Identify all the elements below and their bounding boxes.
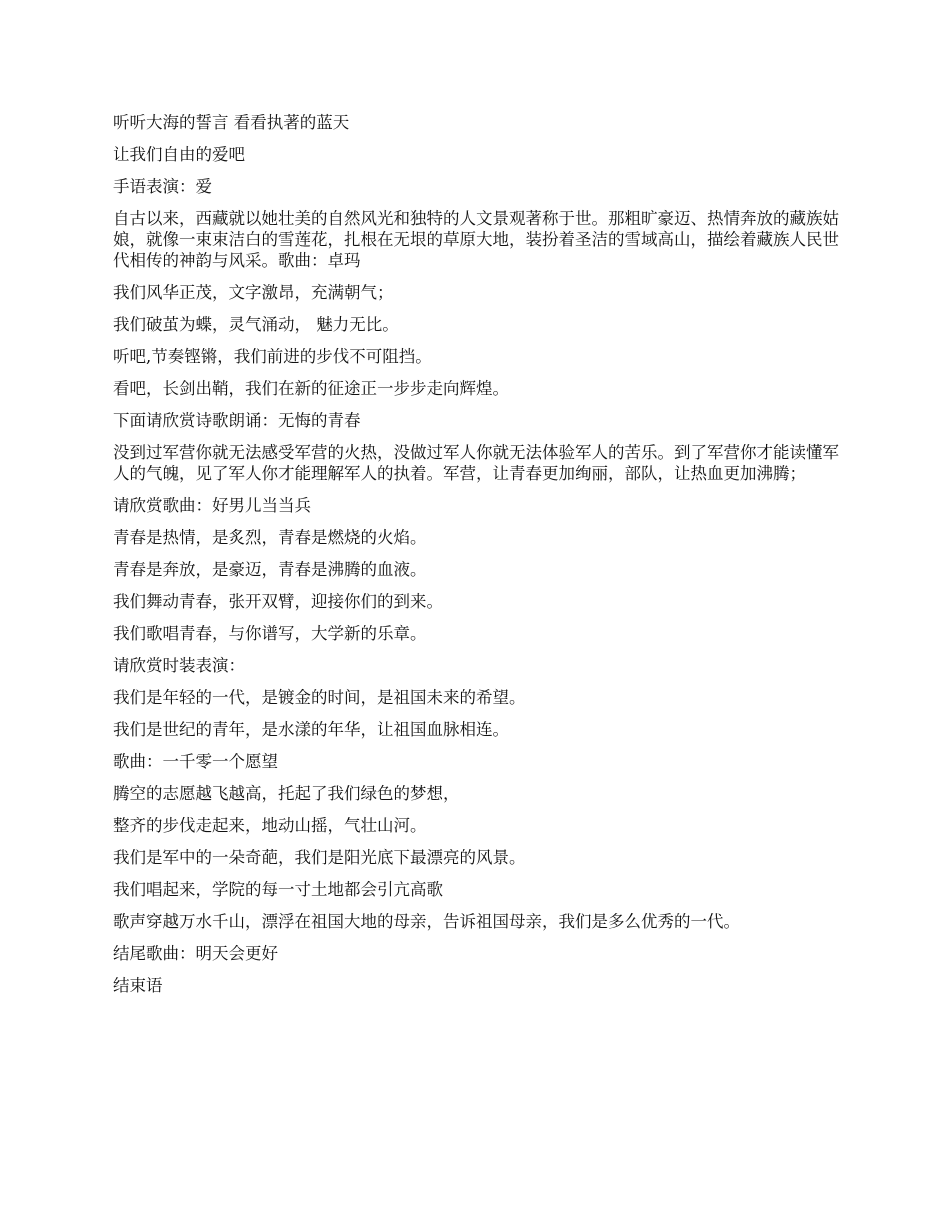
paragraph-11: 请欣赏歌曲：好男儿当当兵 <box>113 496 311 515</box>
paragraph-1: 听听大海的誓言 看看执著的蓝天 <box>113 113 350 132</box>
paragraph-14: 我们舞动青春，张开双臂，迎接你们的到来。 <box>113 592 443 611</box>
paragraph-13: 青春是奔放，是豪迈，青春是沸腾的血液。 <box>113 560 427 579</box>
paragraph-20: 腾空的志愿越飞越高，托起了我们绿色的梦想， <box>113 784 460 803</box>
document-body <box>113 112 843 1007</box>
paragraph-26: 结束语 <box>113 976 163 995</box>
paragraph-12: 青春是热情，是炙烈，青春是燃烧的火焰。 <box>113 528 427 547</box>
paragraph-25: 结尾歌曲：明天会更好 <box>113 944 278 963</box>
paragraph-19: 歌曲：一千零一个愿望 <box>113 752 278 771</box>
paragraph-18: 我们是世纪的青年，是水漾的年华，让祖国血脉相连。 <box>113 720 509 739</box>
paragraph-2: 让我们自由的爱吧 <box>113 145 245 164</box>
paragraph-3: 手语表演：爱 <box>113 177 212 196</box>
paragraph-4: 自古以来，西藏就以她壮美的自然风光和独特的人文景观著称于世。那粗旷豪迈、热情奔放的藏族姑娘，就像一束束洁白的雪莲花，扎根在无垠的草原大地，装扮着圣洁的雪域高山，描绘着藏族人民世代相传的神韵与风采。歌曲：卓玛 <box>113 209 839 270</box>
paragraph-24: 歌声穿越万水千山，漂浮在祖国大地的母亲，告诉祖国母亲，我们是多么优秀的一代。 <box>113 912 740 931</box>
paragraph-7: 听吧,节奏铿锵，我们前进的步伐不可阻挡。 <box>113 347 432 366</box>
paragraph-21: 整齐的步伐走起来，地动山摇，气壮山河。 <box>113 816 427 835</box>
paragraph-16: 请欣赏时装表演： <box>113 656 245 675</box>
paragraph-8: 看吧，长剑出鞘，我们在新的征途正一步步走向辉煌。 <box>113 379 509 398</box>
paragraph-10: 没到过军营你就无法感受军营的火热，没做过军人你就无法体验军人的苦乐。到了军营你才能读懂军人的气魄，见了军人你才能理解军人的执着。军营，让青春更加绚丽，部队，让热血更加沸腾； <box>113 443 839 483</box>
paragraph-23: 我们唱起来，学院的每一寸土地都会引亢高歌 <box>113 880 443 899</box>
paragraph-22: 我们是军中的一朵奇葩，我们是阳光底下最漂亮的风景。 <box>113 848 526 867</box>
paragraph-9: 下面请欣赏诗歌朗诵：无悔的青春 <box>113 411 361 430</box>
paragraph-17: 我们是年轻的一代，是镀金的时间，是祖国未来的希望。 <box>113 688 526 707</box>
paragraph-15: 我们歌唱青春，与你谱写，大学新的乐章。 <box>113 624 427 643</box>
paragraph-6: 我们破茧为蝶，灵气涌动， 魅力无比。 <box>113 315 399 334</box>
paragraph-5: 我们风华正茂，文字激昂，充满朝气； <box>113 283 394 302</box>
